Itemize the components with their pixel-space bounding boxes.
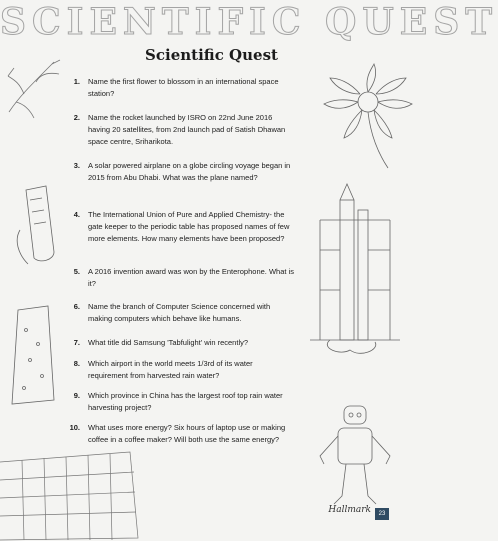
question-number: 9. <box>73 391 80 400</box>
calendar-grid-sketch-icon <box>0 452 140 540</box>
question-text: The International Union of Pure and Applied Chemistry- the gate keeper to the periodic table has proposed names of few more elements. How many elements have been proposed? <box>88 210 290 243</box>
robot-sketch-icon <box>310 400 400 510</box>
question-number: 8. <box>73 359 80 368</box>
question-number: 5. <box>73 267 80 276</box>
artist-signature: Hallmark <box>328 505 371 515</box>
question-text: What uses more energy? Six hours of laptop use or making coffee in a coffee maker? Will both use the same energy? <box>88 423 286 444</box>
question-text: Name the branch of Computer Science concerned with making computers which behave like humans. <box>88 302 271 323</box>
decorative-banner: SCIENTIFIC QUEST <box>0 1 498 43</box>
question-number: 2. <box>73 113 80 122</box>
question-number: 7. <box>73 338 80 347</box>
question-text: Which province in China has the largest roof top rain water harvesting project? <box>88 391 283 412</box>
flower-sketch-icon <box>318 60 418 170</box>
question-number: 3. <box>73 161 80 170</box>
question-text: Name the first flower to blossom in an international space station? <box>88 77 279 98</box>
rock-sample-sketch-icon <box>8 300 58 410</box>
question-text: A 2016 invention award was won by the Enterophone. What is it? <box>88 267 294 288</box>
page-title: Scientific Quest <box>145 46 278 64</box>
question-number: 6. <box>73 302 80 311</box>
question-text: Name the rocket launched by ISRO on 22nd June 2016 having 20 satellites, from 2nd launch pad of Satish Dhawan space centre, Sriharikota. <box>88 113 286 146</box>
branch-sketch-icon <box>4 52 64 122</box>
question-number: 4. <box>73 210 80 219</box>
question-text: Which airport in the world meets 1/3rd of its water requirement from harvested rain water? <box>88 359 253 380</box>
question-number: 10. <box>69 423 80 432</box>
page-number: 23 <box>375 508 389 520</box>
test-tube-sketch-icon <box>12 180 62 270</box>
question-number: 1. <box>73 77 80 86</box>
question-text: A solar powered airplane on a globe circling voyage began in 2015 from Abu Dhabi. What was the plane named? <box>88 161 291 182</box>
rocket-launch-sketch-icon <box>300 180 410 360</box>
question-text: What title did Samsung 'Tabfulight' win recently? <box>88 338 249 347</box>
